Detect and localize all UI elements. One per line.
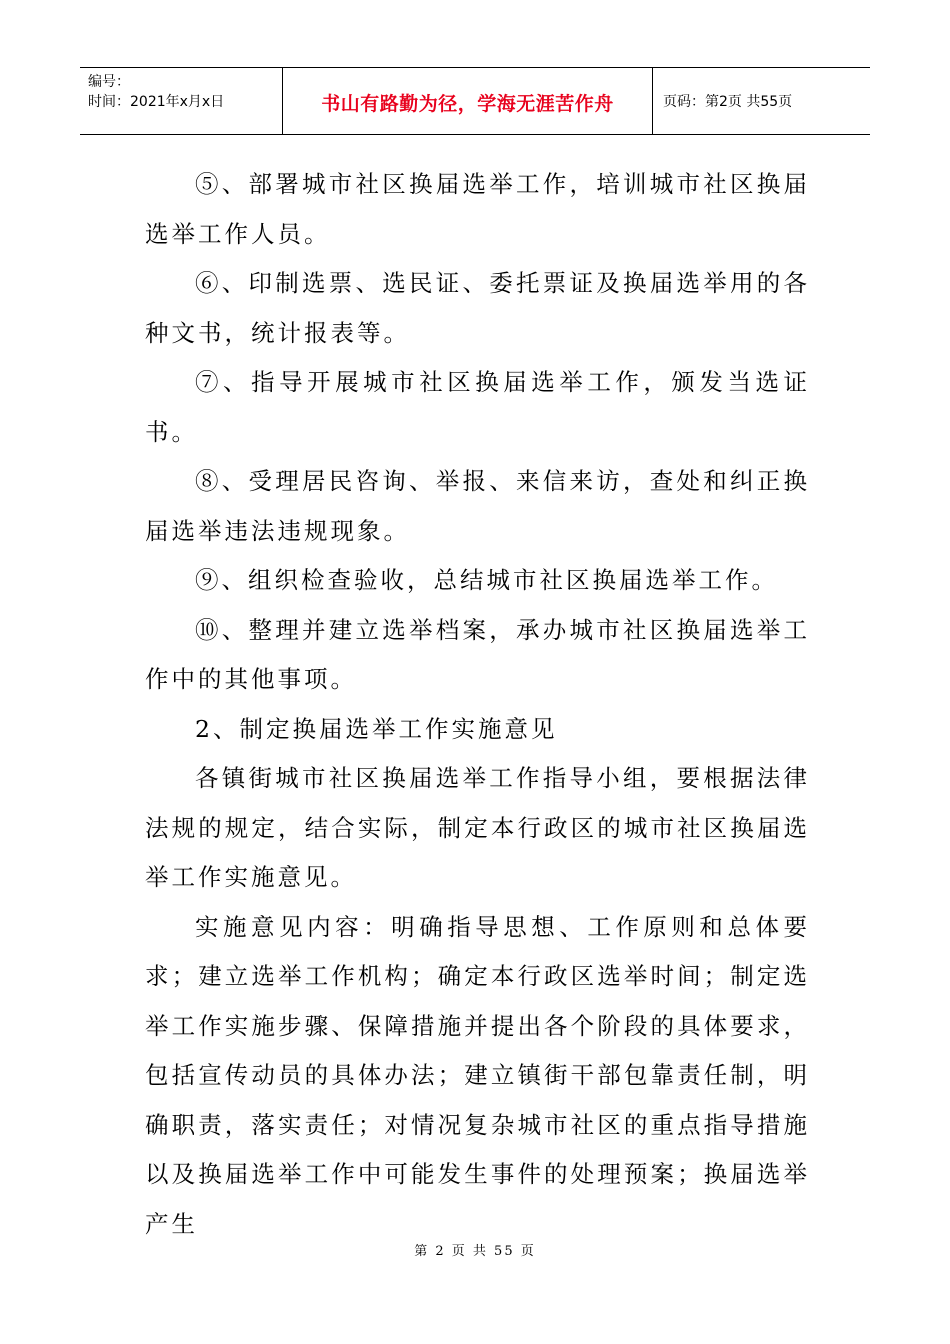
document-body xyxy=(145,160,810,1249)
time-line: 时间：2021年x月x日 xyxy=(88,94,225,110)
header-page-info: 页码：第2页 共55页 xyxy=(663,94,793,110)
paragraph: ⑤、部署城市社区换届选举工作，培训城市社区换届选举工作人员。 xyxy=(145,170,810,248)
header-motto: 书山有路勤为径，学海无涯苦作舟 xyxy=(321,92,614,115)
header-page-info-cell xyxy=(653,68,870,134)
header-motto-cell xyxy=(283,68,653,134)
serial-label: 编号： xyxy=(88,74,130,90)
paragraph: 各镇街城市社区换届选举工作指导小组，要根据法律法规的规定，结合实际，制定本行政区的城市社区换届选举工作实施意见。 xyxy=(145,764,810,891)
paragraph: ⑦、指导开展城市社区换届选举工作，颁发当选证书。 xyxy=(145,368,810,446)
section-heading: 2、制定换届选举工作实施意见 xyxy=(195,714,558,743)
page-footer: 第 2 页 共 55 页 xyxy=(414,1244,536,1259)
paragraph: ⑥、印制选票、选民证、委托票证及换届选举用的各种文书，统计报表等。 xyxy=(145,269,810,347)
paragraph: ⑨、组织检查验收，总结城市社区换届选举工作。 xyxy=(195,566,778,594)
paragraph: ⑧、受理居民咨询、举报、来信来访，查处和纠正换届选举违法违规现象。 xyxy=(145,467,810,545)
page-header xyxy=(80,67,870,135)
paragraph: ⑩、整理并建立选举档案，承办城市社区换届选举工作中的其他事项。 xyxy=(145,615,810,693)
paragraph: 实施意见内容：明确指导思想、工作原则和总体要求；建立选举工作机构；确定本行政区选举时间；制定选举工作实施步骤、保障措施并提出各个阶段的具体要求，包括宣传动员的具体办法；建立镇街干部包靠责任制，明确职责，落实责任；对情况复杂城市社区的重点指导措施以及换届选举工作中可能发生事件的处理预案；换届选举产生 xyxy=(145,912,810,1238)
header-meta xyxy=(80,68,283,134)
